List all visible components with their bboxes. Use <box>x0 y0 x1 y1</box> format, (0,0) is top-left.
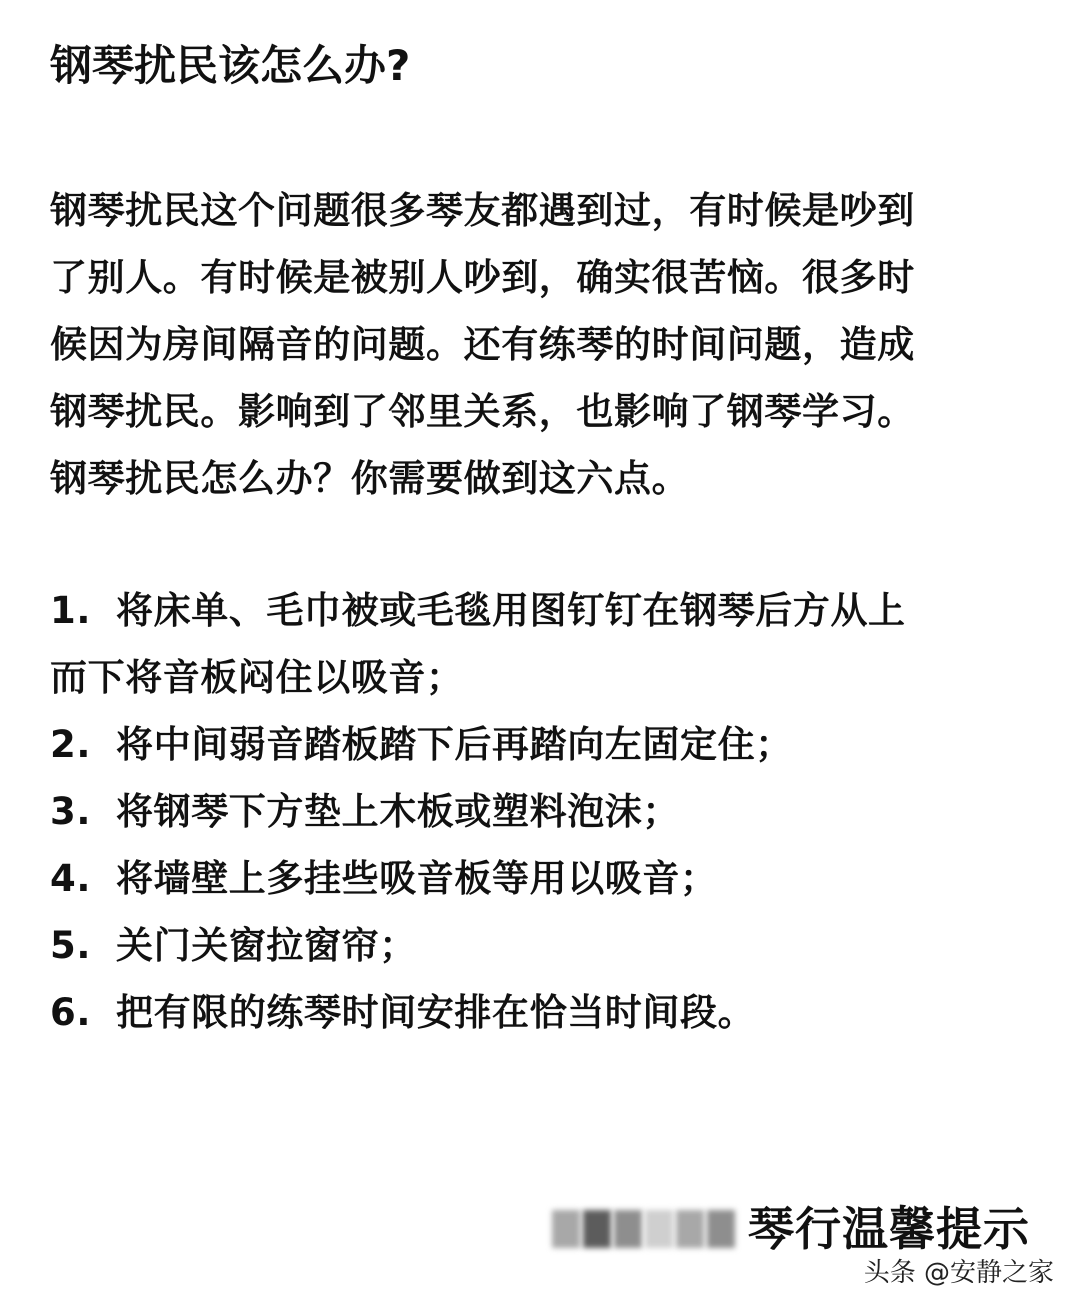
tip-item <box>50 912 1040 979</box>
redacted-name <box>552 1208 738 1250</box>
tip-item <box>50 577 1040 711</box>
tip-number: 2. <box>50 723 92 766</box>
tip-item <box>50 778 1040 845</box>
intro-line: 钢琴扰民怎么办？你需要做到这六点。 <box>50 457 690 500</box>
tip-item <box>50 979 1040 1046</box>
intro-line: 候因为房间隔音的问题。还有练琴的时间问题，造成 <box>50 323 915 366</box>
tip-text: 而下将音板闷住以吸音； <box>50 656 464 699</box>
tip-number: 1. <box>50 589 92 632</box>
source-watermark: 头条 @安静之家 <box>863 1258 1054 1288</box>
intro-line: 钢琴扰民这个问题很多琴友都遇到过，有时候是吵到 <box>50 189 915 232</box>
tip-number: 6. <box>50 991 92 1034</box>
intro-paragraph <box>50 177 1030 512</box>
tip-number: 4. <box>50 857 92 900</box>
intro-line: 了别人。有时候是被别人吵到，确实很苦恼。很多时 <box>50 256 915 299</box>
article-title: 钢琴扰民该怎么办? <box>50 41 411 90</box>
tip-number: 5. <box>50 924 92 967</box>
tip-text: 将钢琴下方垫上木板或塑料泡沫； <box>116 790 680 833</box>
intro-line: 钢琴扰民。影响到了邻里关系，也影响了钢琴学习。 <box>50 390 915 433</box>
tip-number: 3. <box>50 790 92 833</box>
tip-text: 将床单、毛巾被或毛毯用图钉钉在钢琴后方从上 <box>116 589 906 632</box>
tip-text: 将墙壁上多挂些吸音板等用以吸音； <box>116 857 718 900</box>
tips-list <box>50 577 1040 1046</box>
tip-item <box>50 711 1040 778</box>
tip-text: 关门关窗拉窗帘； <box>116 924 417 967</box>
signature-text: 琴行温馨提示 <box>748 1202 1030 1256</box>
tip-item <box>50 845 1040 912</box>
tip-text: 将中间弱音踏板踏下后再踏向左固定住； <box>116 723 793 766</box>
tip-text: 把有限的练琴时间安排在恰当时间段。 <box>116 991 756 1034</box>
